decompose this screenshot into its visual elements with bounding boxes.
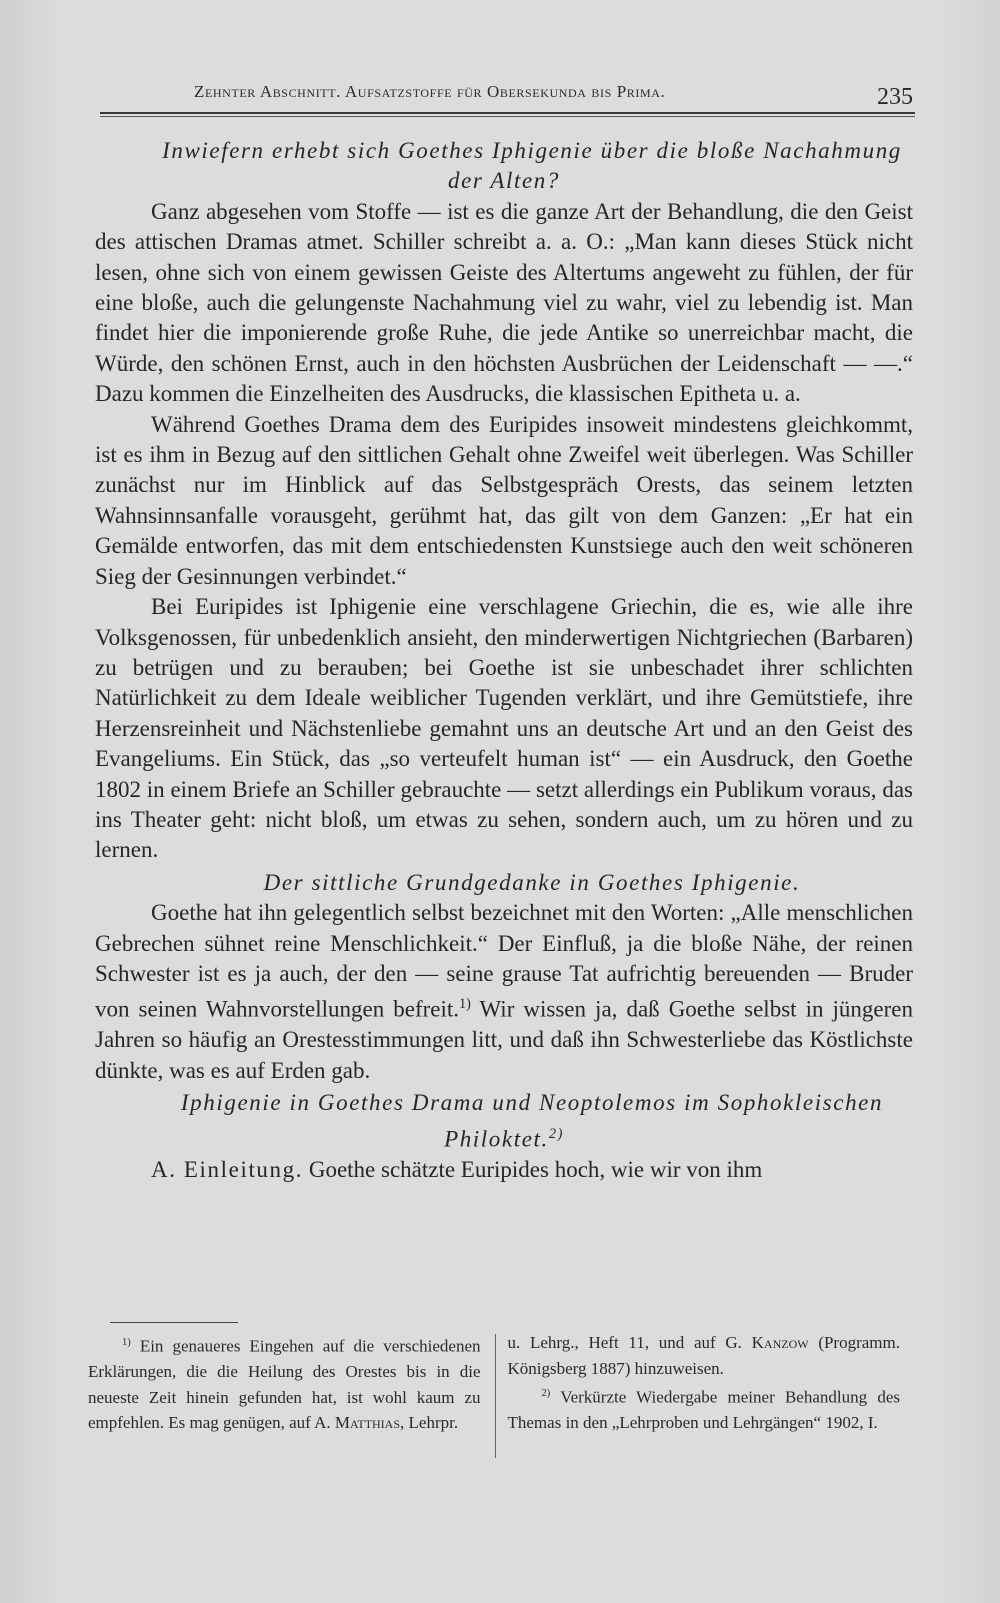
footnote-2-mark: 2) (541, 1388, 551, 1399)
subsection-label: A. Einleitung. (151, 1156, 304, 1182)
paragraph-4-part-b: Wir wissen ja, daß Goethe selbst in jüngeren Jahren so häufig an Orestesstimmungen litt, und daß ihn Schwesterliebe das Köstlichste dünkte, was es auf Erden gab. (95, 997, 913, 1083)
header-rule-thin (100, 116, 915, 117)
footnote-1-text: Ein genaueres Eingehen auf die verschiedenen Erklärungen, die die Heilung des Orestes bis in die neueste Zeit hinein gefunden hat, ist wohl kaum zu empfehlen. Es mag genügen, auf A. (88, 1336, 481, 1433)
footnote-column-divider (495, 1334, 496, 1458)
paragraph-1: Ganz abgesehen vom Stoffe — ist es die ganze Art der Behandlung, die den Geist des attischen Dramas atmet. Schiller schreibt a. a. O.: „Man kann dieses Stück nicht lesen, ohne sich von einem gewissen Geiste des Altertums angeweht zu fühlen, der für eine bloße, auch die gelungenste Nachahmung viel zu wahr, viel zu lebendig ist. Man findet hier die imponierende große Ruhe, die jede Antike so unerreichbar macht, die Würde, den schönen Ernst, auch in den höchsten Ausbrüchen der Leidenschaft — —.“ Dazu kommen die Einzelheiten des Ausdrucks, die klassischen Epitheta u. a. (95, 198, 913, 407)
paragraph-3: Bei Euripides ist Iphigenie eine verschlagene Griechin, die es, wie alle ihre Volksgenossen, für unbedenklich ansieht, den minderwertigen Nichtgriechen (Barbaren) zu betrügen und zu berauben; bei Goethe ist sie unbeschadet ihrer schlichten Natürlichkeit zu dem Ideale weiblicher Tugenden verklärt, und ihre Gemütstiefe, ihre Herzensreinheit und Nächstenliebe gemahnt uns an deutsche Art und an den Geist des Evangeliums. Ein Stück, das „so verteufelt human ist“ — ein Ausdruck, den Goethe 1802 in einem Briefe an Schiller gebrauchte — setzt allerdings ein Publikum voraus, das ins Theater geht: nicht bloß, um etwas zu sehen, sondern auch, um zu hören und zu lernen. (95, 594, 913, 863)
footnote-column-right (508, 1330, 901, 1458)
footnote-1-continued (508, 1330, 901, 1381)
running-head: Zehnter Abschnitt. Aufsatzstoffe für Obersekunda bis Prima. (194, 82, 666, 101)
main-text (95, 136, 913, 1185)
paragraph-2: Während Goethes Drama dem des Euripides insoweit mindestens gleichkommt, ist es ihm in Bezug auf den sittlichen Gehalt ohne Zweifel weit überlegen. Was Schiller zunächst nur im Hinblick auf das Selbstgespräch Orests, das seinem letzten Wahnsinnsanfalle vorausgeht, gerühmt hat, das gilt von dem Ganzen: „Er hat ein Gemälde entworfen, das mit dem entschiedensten Kunstsiege auch den weit schöneren Sieg der Gesinnungen verbindet.“ (95, 411, 913, 589)
footnote-1 (88, 1330, 481, 1436)
footnote-ref-2[interactable]: 2) (548, 1125, 564, 1142)
page-number: 235 (877, 84, 913, 110)
footnote-2-text: Verkürzte Wiedergabe meiner Behandlung des Themas in den „Lehrproben und Lehrgängen“ 1902, I. (507, 1387, 900, 1433)
footnote-1-cont-author: Kanzow (751, 1333, 809, 1352)
section-heading-3 (95, 1088, 913, 1154)
footnote-1-cont-tail: (Programm. Königsberg 1887) hinzuweisen. (507, 1333, 900, 1378)
paragraph-4 (95, 898, 913, 1086)
header-rule (100, 112, 915, 114)
footnote-ref-1[interactable]: 1) (459, 996, 471, 1013)
section-heading-3-text: Iphigenie in Goethes Drama und Neoptolemos im Sophokleischen Philoktet. (180, 1090, 884, 1152)
paragraph-4-part-a: Goethe hat ihn gelegentlich selbst bezeichnet mit den Worten: „Alle menschlichen Gebrechen sühnet reine Menschlichkeit.“ Der Einfluß, ja die bloße Nähe, der reinen Schwester ist es ja auch, der den — seine grause Tat aufrichtig bereuenden — Bruder von seinen Wahnvorstellungen befreit. (95, 900, 913, 1023)
footnote-1-tail: , Lehrpr. (400, 1413, 459, 1433)
paragraph-5 (95, 1155, 913, 1185)
footnote-1-author: Matthias (334, 1413, 401, 1433)
footnote-rule (110, 1322, 238, 1323)
footnote-2 (508, 1381, 901, 1436)
paragraph-5-text: Goethe schätzte Euripides hoch, wie wir von ihm (303, 1156, 763, 1182)
section-heading-1: Inwiefern erhebt sich Goethes Iphigenie über die bloße Nachahmung der Alten? (162, 138, 902, 194)
page-header (100, 78, 915, 118)
footnotes (88, 1330, 900, 1458)
footnote-1-mark: 1) (122, 1337, 131, 1348)
section-heading-2: Der sittliche Grundgedanke in Goethes Iphigenie. (263, 869, 801, 895)
footnote-column-left (88, 1330, 481, 1458)
footnote-1-cont-text: u. Lehrg., Heft 11, und auf G. (507, 1333, 752, 1352)
